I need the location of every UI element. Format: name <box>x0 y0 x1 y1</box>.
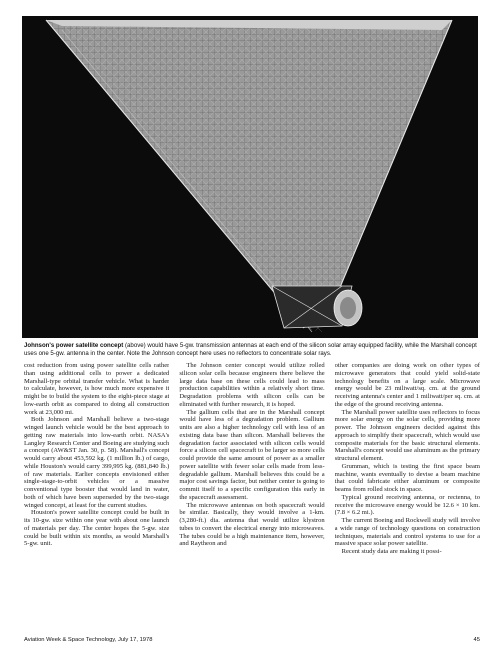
page-number: 45 <box>473 637 480 643</box>
paragraph: The Johnson center concept would utilize rolled silicon solar cells because engineers there believe the large data base on these cells could lead to mass production capabilities within a relatively short time. Degradation problems with silicon cells can be eliminated with further research, it is hoped. <box>179 362 325 408</box>
paragraph: Typical ground receiving antenna, or rectenna, to receive the microwave energy would be 12.6 × 10 km. (7.8 × 6.2 mi.). <box>334 493 480 517</box>
paragraph: Grumman, which is testing the first space beam machine, wants eventually to devise a beam machine that could fabricate either aluminum or composite beams from rolled stock in space. <box>334 462 480 493</box>
paragraph: The Marshall power satellite uses reflectors to focus more solar energy on the solar cells, providing more power. The Johnson engineers decided against this approach to simplify their spacecraft, which would use composite materials for the basic structural elements. Marshall's concept would use aluminum as the primary structural element. <box>334 408 480 462</box>
text-column-3 <box>335 362 480 634</box>
paragraph: Both Johnson and Marshall believe a two-stage winged launch vehicle would be the best approach to getting raw materials into low-earth orbit. NASA's Langley Research Center and Boeing are studying such a concept (AW&ST Jan. 30, p. 58). Marshall's concept would carry about 453,592 kg. (1 million lb.) of cargo, while Houston's would carry 399,995 kg. (881,840 lb.) of raw materials. Earlier concepts envisioned either single-stage-to-orbit vehicles or a massive conventional type booster that would land in water, both of which have been superseded by the two-stage winged concept, at least for the current studies. <box>24 416 170 509</box>
publication-line: Aviation Week & Space Technology, July 17, 1978 <box>24 637 153 643</box>
paragraph: The microwave antennas on both spacecraft would be similar. Basically, they would involve a 1-km. (3,280-ft.) dia. antenna that would utilize klystron tubes to convert the electrical energy into microwaves. The tubes could be a high maintenance item, however, and Raytheon and <box>179 501 325 548</box>
text-column-2 <box>179 362 324 634</box>
caption-lead: Johnson's power satellite concept <box>24 342 124 349</box>
paragraph: The current Boeing and Rockwell study will involve a wide range of technology questions on construction techniques, materials and control systems to use for a massive space solar power satellite. <box>334 517 480 548</box>
caption-text: (above) would have 5-gw. transmission antennas at each end of the silicon solar array equipped facility, while the Marshall concept uses one 5-gw. antenna in the center. Note the Johnson concept here uses no reflectors to concentrate solar rays. <box>24 342 477 358</box>
text-column-1 <box>24 362 169 634</box>
page-footer <box>24 637 480 643</box>
power-satellite-illustration <box>22 16 478 338</box>
paragraph: other companies are doing work on other types of microwave generators that could yield solid-state technology benefits on a large scale. Microwave energy would be 23 miliwatt/sq. cm. at the ground receiving antenna's center and 1 miliwatt/per sq. cm. at the edge of the ground receiving antenna. <box>334 362 480 408</box>
paragraph: Recent study data are making it possi- <box>341 548 442 555</box>
paragraph: The gallium cells that are in the Marshall concept would have less of a degradation problem. Gallium units are also a higher technology cell with less of an existing data base than silicon. Marshall believes the degradation factor associated with silicon cells would force a silicon cell spacecraft to be larger so more cells could provide the same amount of power as a smaller power satellite with fewer solar cells made from less-degradable gallium. Marshall believes this could be a major cost savings factor, but neither center is going to commit itself to a specific configuration this early in the spacecraft assessment. <box>179 408 325 501</box>
figure-caption <box>24 342 480 358</box>
paragraph: Houston's power satellite concept could be built in its 10-gw. size within one year with about one launch of materials per day. The center hopes the 5-gw. size could be built within six months, as would Marshall's 5-gw. unit. <box>24 509 170 548</box>
article-body <box>24 362 480 634</box>
paragraph: cost reduction from using power satellite cells rather than using additional cells to power a dedicated Marshall-type orbital transfer vehicle. What is harder to calculate, however, is how much more expensive it might be to build the system to the eight-piece stage at low-earth orbit as compared to doing all construction work at 23,000 mi. <box>24 362 170 416</box>
